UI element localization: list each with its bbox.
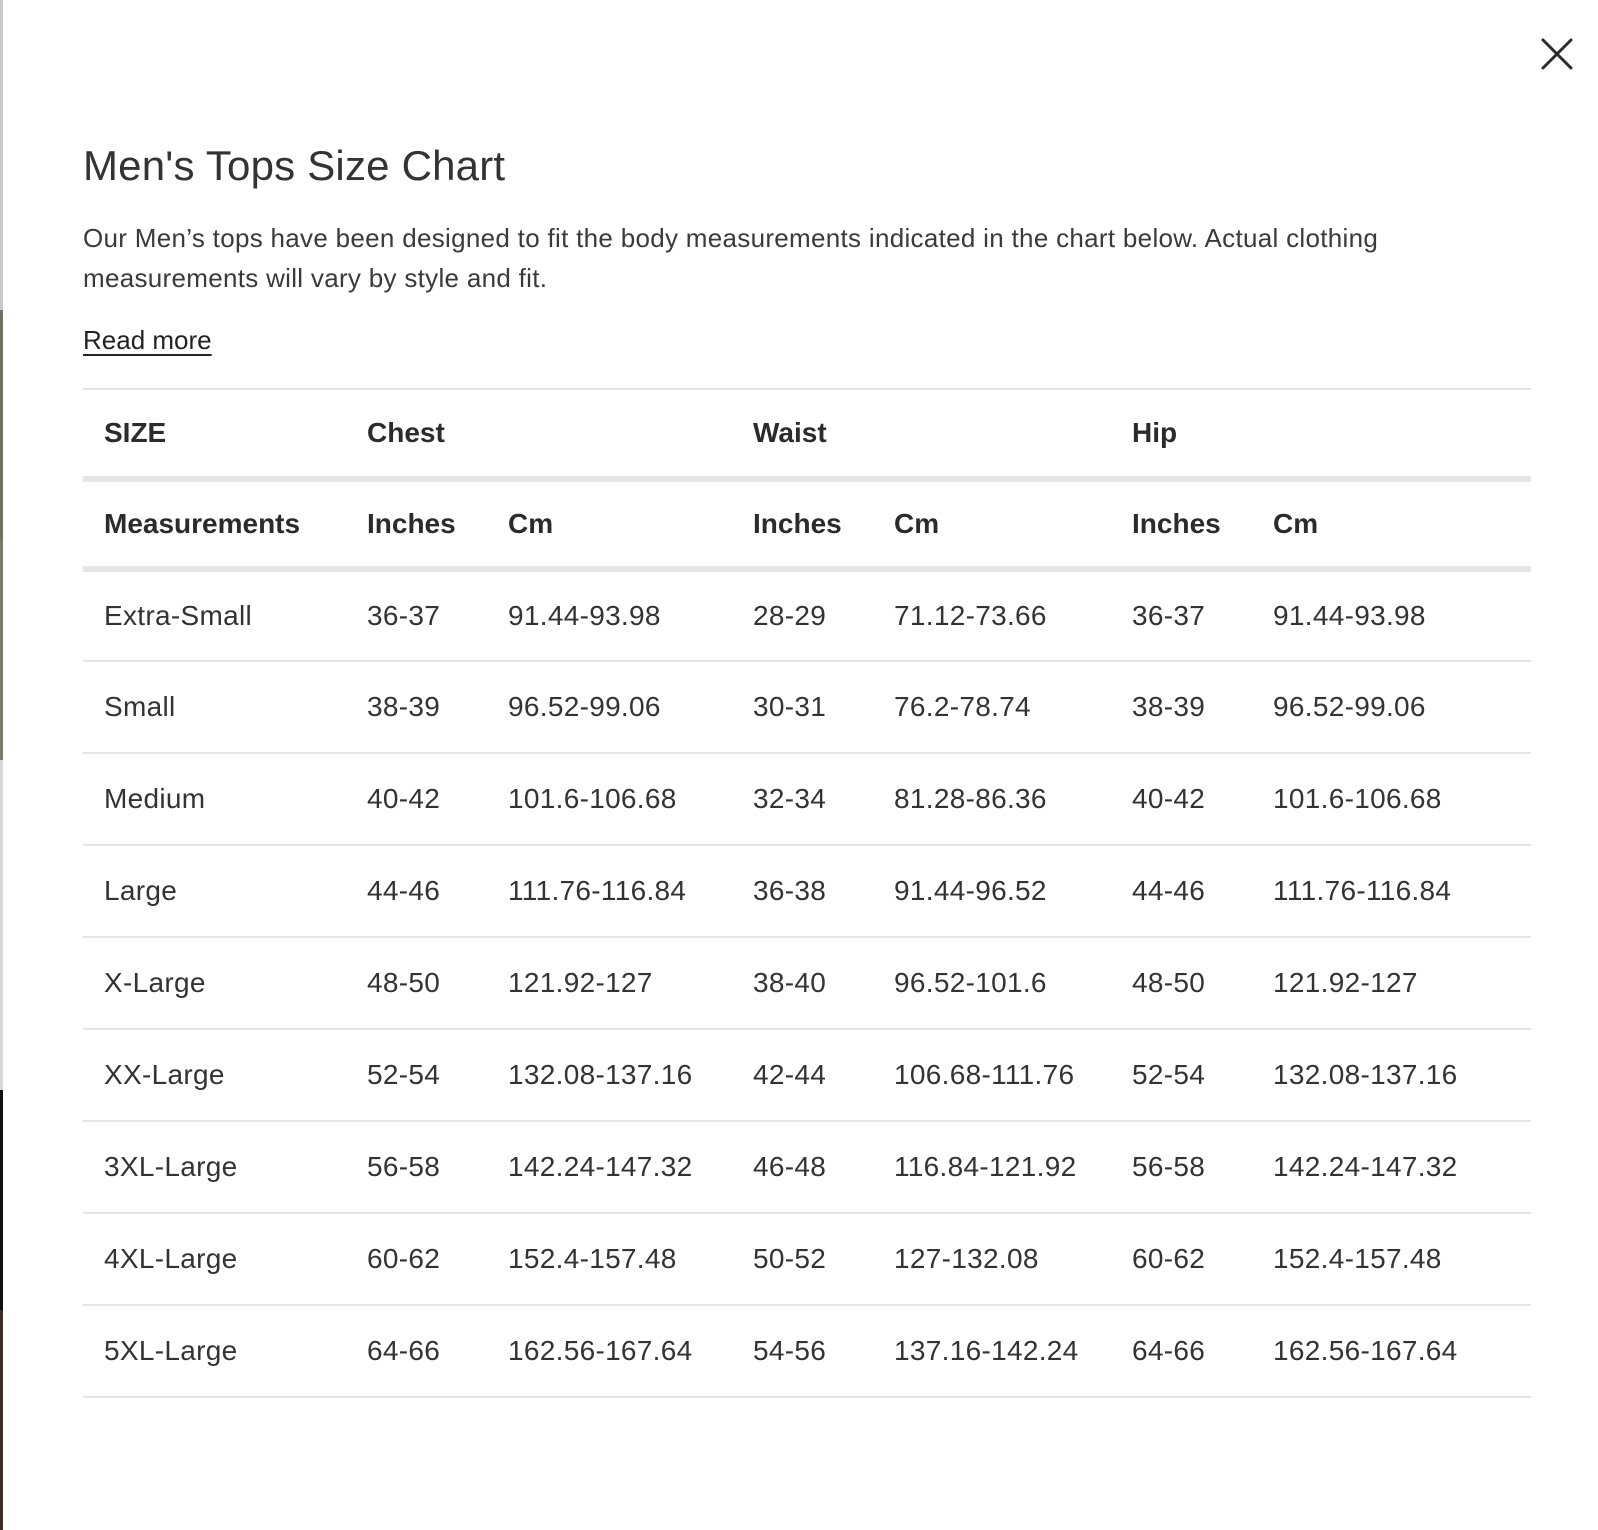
cell-waist-cm: 137.16-142.24: [873, 1305, 1111, 1397]
table-row: [83, 1121, 1531, 1213]
cell-waist-inches: 28-29: [732, 569, 873, 661]
cell-chest-cm: 111.76-116.84: [487, 845, 732, 937]
cell-waist-cm: 91.44-96.52: [873, 845, 1111, 937]
cell-size: Large: [83, 845, 346, 937]
cell-chest-inches: 44-46: [346, 845, 487, 937]
cell-hip-cm: 121.92-127: [1252, 937, 1531, 1029]
cell-size: X-Large: [83, 937, 346, 1029]
header-hip: Hip: [1111, 389, 1531, 479]
table-row: [83, 753, 1531, 845]
group-header-row: [83, 389, 1531, 479]
cell-size: 3XL-Large: [83, 1121, 346, 1213]
close-icon: [1539, 36, 1575, 72]
table-row: [83, 937, 1531, 1029]
cell-size: Medium: [83, 753, 346, 845]
cell-waist-inches: 36-38: [732, 845, 873, 937]
cell-waist-cm: 96.52-101.6: [873, 937, 1111, 1029]
cell-size: Extra-Small: [83, 569, 346, 661]
cell-waist-inches: 46-48: [732, 1121, 873, 1213]
cell-chest-inches: 40-42: [346, 753, 487, 845]
size-chart-table: [83, 388, 1531, 1398]
cell-chest-cm: 96.52-99.06: [487, 661, 732, 753]
cell-chest-cm: 121.92-127: [487, 937, 732, 1029]
header-measurements: Measurements: [83, 479, 346, 569]
header-chest-inches: Inches: [346, 479, 487, 569]
header-waist-cm: Cm: [873, 479, 1111, 569]
cell-hip-inches: 56-58: [1111, 1121, 1252, 1213]
cell-chest-cm: 152.4-157.48: [487, 1213, 732, 1305]
cell-chest-inches: 64-66: [346, 1305, 487, 1397]
modal-description: Our Men’s tops have been designed to fit the body measurements indicated in the chart below. Actual clothing measurements will vary by style and fit.: [83, 223, 1379, 293]
cell-hip-inches: 40-42: [1111, 753, 1252, 845]
header-chest-cm: Cm: [487, 479, 732, 569]
cell-waist-cm: 106.68-111.76: [873, 1029, 1111, 1121]
cell-waist-cm: 81.28-86.36: [873, 753, 1111, 845]
table-row: [83, 661, 1531, 753]
unit-header-row: [83, 479, 1531, 569]
cell-chest-cm: 101.6-106.68: [487, 753, 732, 845]
cell-hip-inches: 48-50: [1111, 937, 1252, 1029]
cell-chest-inches: 56-58: [346, 1121, 487, 1213]
table-row: [83, 1305, 1531, 1397]
cell-size: 5XL-Large: [83, 1305, 346, 1397]
cell-chest-inches: 36-37: [346, 569, 487, 661]
cell-chest-inches: 60-62: [346, 1213, 487, 1305]
cell-waist-inches: 54-56: [732, 1305, 873, 1397]
table-row: [83, 569, 1531, 661]
cell-hip-cm: 132.08-137.16: [1252, 1029, 1531, 1121]
size-chart-modal: [3, 0, 1598, 1530]
header-chest: Chest: [346, 389, 732, 479]
cell-chest-inches: 52-54: [346, 1029, 487, 1121]
modal-title: Men's Tops Size Chart: [83, 142, 506, 189]
cell-chest-cm: 91.44-93.98: [487, 569, 732, 661]
cell-hip-inches: 36-37: [1111, 569, 1252, 661]
cell-waist-cm: 127-132.08: [873, 1213, 1111, 1305]
header-hip-cm: Cm: [1252, 479, 1531, 569]
cell-chest-cm: 142.24-147.32: [487, 1121, 732, 1213]
cell-waist-cm: 71.12-73.66: [873, 569, 1111, 661]
cell-waist-inches: 38-40: [732, 937, 873, 1029]
cell-hip-cm: 111.76-116.84: [1252, 845, 1531, 937]
header-waist: Waist: [732, 389, 1111, 479]
cell-waist-cm: 76.2-78.74: [873, 661, 1111, 753]
header-size: SIZE: [83, 389, 346, 479]
cell-waist-cm: 116.84-121.92: [873, 1121, 1111, 1213]
table-row: [83, 1213, 1531, 1305]
cell-hip-inches: 52-54: [1111, 1029, 1252, 1121]
cell-waist-inches: 30-31: [732, 661, 873, 753]
table-row: [83, 845, 1531, 937]
cell-waist-inches: 42-44: [732, 1029, 873, 1121]
cell-hip-cm: 152.4-157.48: [1252, 1213, 1531, 1305]
cell-chest-inches: 48-50: [346, 937, 487, 1029]
cell-chest-cm: 132.08-137.16: [487, 1029, 732, 1121]
cell-hip-inches: 38-39: [1111, 661, 1252, 753]
cell-hip-cm: 142.24-147.32: [1252, 1121, 1531, 1213]
cell-size: Small: [83, 661, 346, 753]
cell-hip-inches: 44-46: [1111, 845, 1252, 937]
table-row: [83, 1029, 1531, 1121]
cell-size: 4XL-Large: [83, 1213, 346, 1305]
cell-chest-inches: 38-39: [346, 661, 487, 753]
cell-hip-cm: 162.56-167.64: [1252, 1305, 1531, 1397]
read-more-link[interactable]: Read more: [83, 325, 212, 355]
cell-hip-inches: 60-62: [1111, 1213, 1252, 1305]
cell-hip-inches: 64-66: [1111, 1305, 1252, 1397]
cell-hip-cm: 91.44-93.98: [1252, 569, 1531, 661]
header-hip-inches: Inches: [1111, 479, 1252, 569]
cell-hip-cm: 101.6-106.68: [1252, 753, 1531, 845]
cell-chest-cm: 162.56-167.64: [487, 1305, 732, 1397]
cell-waist-inches: 32-34: [732, 753, 873, 845]
cell-size: XX-Large: [83, 1029, 346, 1121]
cell-hip-cm: 96.52-99.06: [1252, 661, 1531, 753]
cell-waist-inches: 50-52: [732, 1213, 873, 1305]
close-button[interactable]: [1539, 36, 1575, 72]
header-waist-inches: Inches: [732, 479, 873, 569]
